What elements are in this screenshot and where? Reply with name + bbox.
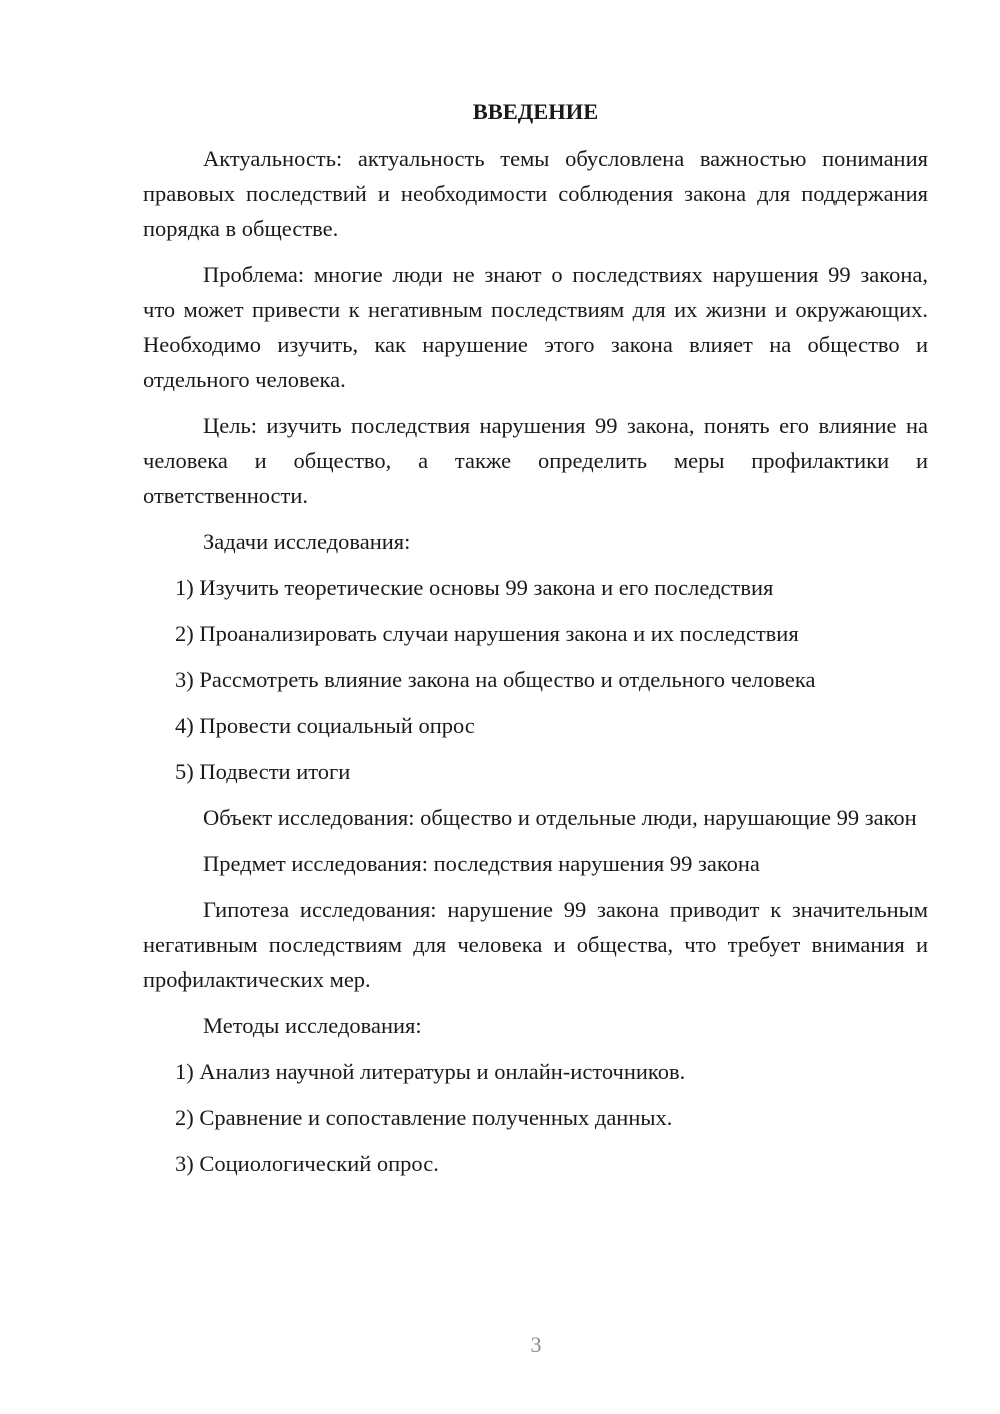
- page-number: 3: [530, 1332, 542, 1357]
- methods-list: [143, 1054, 928, 1181]
- list-item: 3) Рассмотреть влияние закона на общество и отдельного человека: [175, 667, 816, 692]
- tasks-list: [143, 570, 928, 789]
- list-item: 1) Изучить теоретические основы 99 закона и его последствия: [175, 575, 774, 600]
- list-item: 3) Социологический опрос.: [175, 1151, 439, 1176]
- list-item: 4) Провести социальный опрос: [175, 713, 475, 738]
- goal-paragraph: Цель: изучить последствия нарушения 99 закона, понять его влияние на человека и общество, а также определить меры профилактики и ответственности.: [143, 413, 928, 508]
- list-item: 2) Сравнение и сопоставление полученных данных.: [175, 1105, 673, 1130]
- methods-heading: Методы исследования:: [203, 1013, 422, 1038]
- problem-paragraph: Проблема: многие люди не знают о последствиях нарушения 99 закона, что может привести к негативным последствиям для их жизни и окружающих. Необходимо изучить, как нарушение этого закона влияет на общество и отдельного человека.: [143, 262, 928, 392]
- relevance-paragraph: Актуальность: актуальность темы обусловлена важностью понимания правовых последствий и необходимости соблюдения закона для поддержания порядка в обществе.: [143, 146, 928, 241]
- object-paragraph: Объект исследования: общество и отдельные люди, нарушающие 99 закон: [203, 805, 917, 830]
- page-title: ВВЕДЕНИЕ: [472, 99, 599, 124]
- hypothesis-paragraph: Гипотеза исследования: нарушение 99 закона приводит к значительным негативным последствиям для человека и общества, что требует внимания и профилактических мер.: [143, 897, 928, 992]
- list-item: 2) Проанализировать случаи нарушения закона и их последствия: [175, 621, 799, 646]
- page-content: [143, 95, 928, 1192]
- list-item: 1) Анализ научной литературы и онлайн-источников.: [175, 1059, 686, 1084]
- subject-paragraph: Предмет исследования: последствия нарушения 99 закона: [203, 851, 760, 876]
- list-item: 5) Подвести итоги: [175, 759, 351, 784]
- tasks-heading: Задачи исследования:: [203, 529, 411, 554]
